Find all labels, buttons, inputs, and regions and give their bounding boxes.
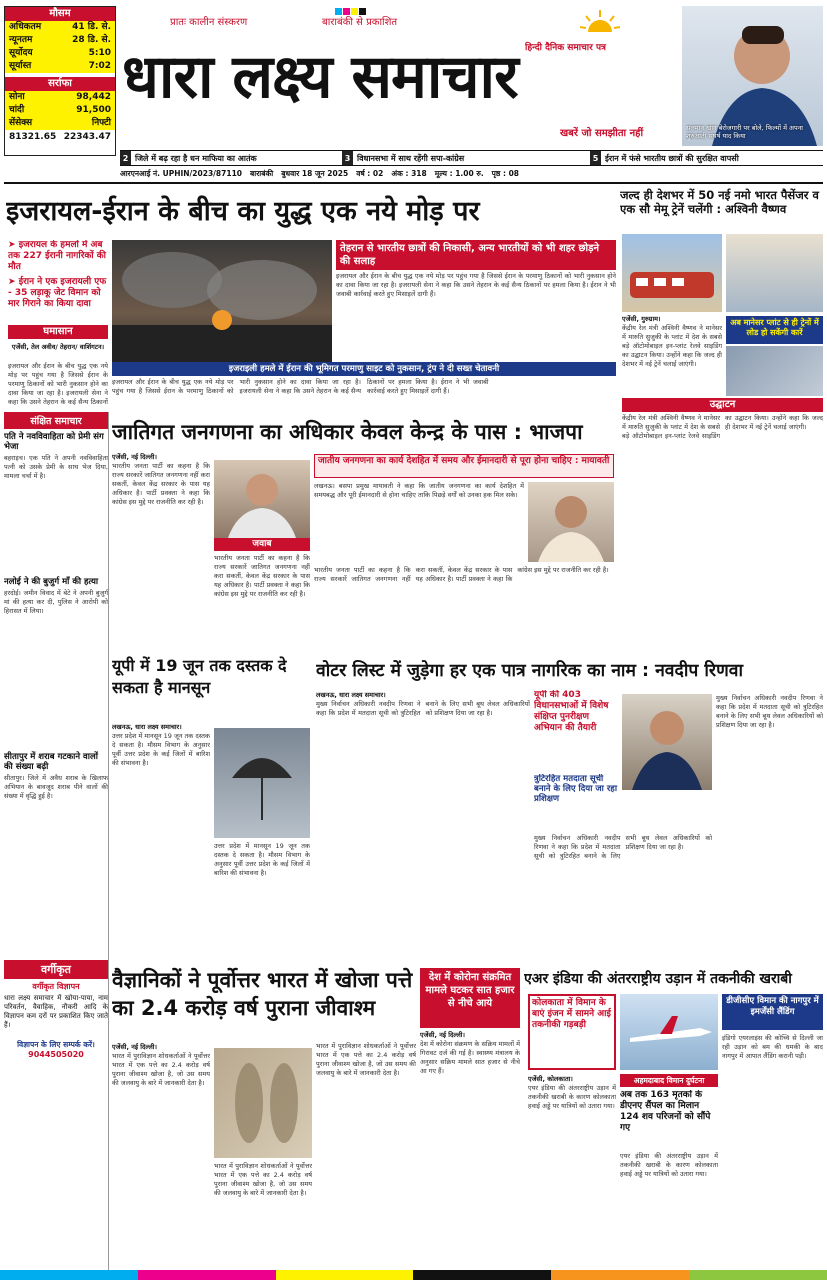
crash-headline: अब तक 163 मृतकों के डीएनए सैंपल का मिलान 124 शव परिजनों को सौंपे गए (620, 1090, 711, 1133)
dateline-year: वर्ष : 02 (356, 169, 384, 178)
voter-body: मुख्य निर्वाचन अधिकारी नवदीप रिणवा ने कहा कि प्रदेश में मतदाता सूची को त्रुटिरहित बनाने के लिए सभी बूथ लेवल अधिकारियों को प्रशिक्षण दिया जा रहा है। (316, 700, 530, 717)
rail-tag: उद्घाटन (622, 398, 823, 412)
voter-inset-2: त्रुटिरहित मतदाता सूची बनाने के लिए दिया जा रहा प्रशिक्षण (534, 774, 618, 804)
weather-label: सूर्योदय (9, 48, 33, 58)
ticker-number: 5 (590, 151, 601, 166)
train-photo-icon (622, 234, 722, 312)
dateline-city: बाराबंकी (250, 169, 274, 178)
weather-title: मौसम (5, 7, 115, 21)
covid-byline: एजेंसी, नई दिल्ली। (420, 1031, 465, 1039)
bullet-text: इजरायल के हमलों में अब तक 227 ईरानी नागरिकों की मौत (8, 240, 107, 272)
rail-photo-3 (726, 346, 823, 396)
classified-phone[interactable]: 9044505020 (28, 1050, 84, 1059)
rail-photo-2 (726, 234, 823, 312)
mayawati-headline: जातीय जनगणना का कार्य देशहित में समय और ईमानदारी से पूरा होना चाहिए : मायावती (314, 454, 614, 478)
air-india-inset: कोलकाता में विमान के बाएं इंजन में सामने आई तकनीकी गड़बड़ी (528, 994, 616, 1070)
dateline-date: बुधवार 18 जून 2025 (281, 169, 349, 178)
monsoon-body-2: उत्तर प्रदेश में मानसून 19 जून तक दस्तक दे सकता है। मौसम विभाग के अनुसार पूर्वी उत्तर प्रदेश के कई जिलों में बारिश की संभावना है। (214, 842, 310, 877)
voter-body-2: मुख्य निर्वाचन अधिकारी नवदीप रिणवा ने कहा कि प्रदेश में मतदाता सूची को त्रुटिरहित बनाने के लिए सभी बूथ लेवल अधिकारियों को प्रशिक्षण दिया जा रहा है। (716, 694, 823, 729)
lead-body: इजरायल और ईरान के बीच युद्ध एक नये मोड़ पर पहुंच गया है जिससे ईरान के परमाणु ठिकानों को भारी नुकसान होने का दावा किया जा रहा है। इजरायली सेना ने कहा कि उसने तेहरान के कई सैन्य ठिकानों पर हमला किया है। ईरान ने भी जवाबी कार्रवाई करते हुए मिसाइलें दागी हैं। (112, 378, 489, 395)
ticker-item[interactable] (120, 151, 335, 166)
market-rows (5, 91, 115, 130)
fossil-body-3: भारत में पुराविज्ञान शोधकर्ताओं ने पूर्वोत्तर भारत में एक पत्ते का 2.4 करोड़ वर्ष पुराना जीवाश्म खोजा है, जो उस समय की जलवायु के बारे में जानकारी देता है। (316, 1042, 416, 1077)
dateline-pages: पृष्ठ : 08 (491, 169, 520, 178)
market-value: 91,500 (76, 105, 111, 115)
rail-inset: अब मानेसर प्लांट से ही ट्रेनों में लोड हो सकेंगी कारें (726, 316, 823, 344)
lead-headline: इजरायल-ईरान के बीच का युद्ध एक नये मोड़ पर (6, 196, 480, 227)
air-india-headline: एअर इंडिया की अंतरराष्ट्रीय उड़ान में तकनीकी खराबी (524, 971, 792, 987)
air-india-body: एयर इंडिया की अंतरराष्ट्रीय उड़ान में तकनीकी खराबी के कारण कोलकाता हवाई अड्डे पर यात्रियों को उतारा गया। (528, 1084, 616, 1110)
lead-bullets (8, 240, 108, 322)
ticker-number: 3 (342, 151, 353, 166)
monsoon-body: उत्तर प्रदेश में मानसून 19 जून तक दस्तक दे सकता है। मौसम विभाग के अनुसार पूर्वी उत्तर प्रदेश के कई जिलों में बारिश की संभावना है। (112, 732, 210, 767)
lead-photo (112, 240, 332, 362)
mayawati-photo (528, 482, 614, 562)
rail-byline: एजेंसी, गुरुग्राम। (622, 315, 661, 323)
nifty-value: 22343.47 (63, 132, 111, 142)
market-label: सोना (9, 92, 25, 102)
market-title: सर्राफा (5, 77, 115, 91)
monsoon-byline: लखनऊ, धारा लक्ष्य समाचार। (112, 723, 182, 731)
ad-photo (682, 6, 823, 146)
tagline-top: हिन्दी दैनिक समाचार पत्र (525, 43, 607, 53)
ticker-text: जिले में बढ़ रहा है धन माफिया का आतंक (135, 154, 257, 163)
classified-title: वर्गीकृत (4, 960, 108, 979)
tagline: खबरें जो समझीता नहीं (560, 128, 644, 139)
voter-headline: वोटर लिस्ट में जुड़ेगा हर एक पात्र नागरिक का नाम : नवदीप रिणवा (316, 661, 743, 681)
airplane-photo-icon (620, 994, 718, 1070)
ticker-number: 2 (120, 151, 131, 166)
weather-label: सूर्यास्त (9, 61, 32, 71)
brief-headline: नलोई ने की बुजुर्ग माँ की हत्या (4, 577, 99, 587)
edition-place: बाराबंकी से प्रकाशित (322, 17, 398, 28)
air-india-photo (620, 994, 718, 1070)
air-india-byline: एजेंसी, कोलकाता। (528, 1075, 573, 1083)
news-brief-column (4, 412, 109, 1278)
fossil-byline: एजेंसी, नई दिल्ली। (112, 1043, 157, 1051)
brief-headline: सीतापुर में शराब गटकाने वालों की संख्या बढ़ी (4, 752, 98, 772)
crash-tag: अहमदाबाद विमान दुर्घटना (620, 1074, 718, 1087)
market-value: निफ्टी (91, 118, 111, 128)
voter-body-3: मुख्य निर्वाचन अधिकारी नवदीप रिणवा ने कहा कि प्रदेश में मतदाता सूची को त्रुटिरहित बनाने के लिए सभी बूथ लेवल अधिकारियों को प्रशिक्षण दिया जा रहा है। (534, 834, 712, 860)
lead-bullet: ➤ ईरान ने एक इजरायली एफ - 35 लड़ाकू जेट विमान को मार गिराने का किया दावा (8, 277, 107, 309)
leaf-fossil-icon (214, 1048, 312, 1158)
dateline (120, 168, 823, 180)
bjp-photo (214, 460, 310, 538)
lead-byline: एजेंसी, तेल अवीव/ तेहरान/ वाशिंगटन। (11, 343, 105, 351)
weather-value: 5:10 (88, 48, 111, 58)
dateline-issue: अंक : 318 (391, 169, 427, 178)
bjp-photo-label: जवाब (214, 538, 310, 551)
ticker-bar (120, 150, 823, 166)
fossil-body-2: भारत में पुराविज्ञान शोधकर्ताओं ने पूर्वोत्तर भारत में एक पत्ते का 2.4 करोड़ वर्ष पुराना जीवाश्म खोजा है, जो उस समय की जलवायु के बारे में जानकारी देता है। (214, 1162, 312, 1197)
official-photo-icon (622, 694, 712, 790)
bjp-body-2: भारतीय जनता पार्टी का कहना है कि राज्य सरकारें जातिगत जनगणना नहीं करा सकतीं, केवल केंद्र सरकार के पास यह अधिकार है। पार्टी प्रवक्ता ने कहा कि कांग्रेस इस मुद्दे पर राजनीति कर रही है। (214, 554, 310, 598)
lead-inset-headline: तेहरान से भारतीय छात्रों की निकासी, अन्य भारतीयों को भी शहर छोड़ने की सलाह (336, 240, 616, 270)
weather-value: 28 डि. से. (72, 35, 111, 45)
bjp-body-3: भारतीय जनता पार्टी का कहना है कि राज्य सरकारें जातिगत जनगणना नहीं करा सकतीं, केवल केंद्र सरकार के पास यह अधिकार है। पार्टी प्रवक्ता ने कहा कि कांग्रेस इस मुद्दे पर राजनीति कर रही है। (314, 566, 609, 583)
market-label: चांदी (9, 105, 25, 115)
crash-body: एयर इंडिया की अंतरराष्ट्रीय उड़ान में तकनीकी खराबी के कारण कोलकाता हवाई अड्डे पर यात्रियों को उतारा गया। (620, 1152, 718, 1178)
weather-value: 41 डि. से. (72, 22, 111, 32)
voter-inset: यूपी की 403 विधानसभाओं में विशेष संक्षिप्त पुनरीक्षण अभियान की तैयारी (534, 690, 609, 733)
brief-headline: पति ने नवविवाहिता को प्रेमी संग भेजा (4, 432, 104, 452)
dateline-price: मूल्य : 1.00 रु. (434, 169, 484, 178)
mayawati-body: लखनऊ। बसपा प्रमुख मायावती ने कहा कि जातीय जनगणना का कार्य देशहित में समयबद्ध और पूरी ईमानदारी से होना चाहिए ताकि पिछड़े वर्गों को उनका हक मिल सके। (314, 482, 524, 499)
sensex-value: 81321.65 (9, 132, 57, 142)
umbrella-photo-icon (214, 728, 310, 838)
masthead-rule (4, 182, 823, 184)
weather-market-box (4, 6, 116, 156)
lead-caption: इजराइली हमले में ईरान की भूमिगत परमाणु साइट को नुकसान, ट्रंप ने दी सख्त चेतावनी (112, 362, 616, 376)
voter-photo (622, 694, 712, 790)
brief-body: सीतापुर। जिले में अवैध शराब के खिलाफ अभियान के बावजूद शराब पीने वालों की संख्या में वृद्धि हुई है। (4, 774, 108, 800)
newspaper-title: धारा लक्ष्य समाचार (122, 42, 518, 112)
rail-body: केंद्रीय रेल मंत्री अश्विनी वैष्णव ने मानेसर में मारुति सुजुकी के प्लांट में देश के सबसे बड़े ऑटोमोबाइल इन-प्लांट रेलवे साइडिंग का उद्घाटन किया। उन्होंने कहा कि जल्द ही देशभर में नई ट्रेनें चलाई जाएंगी। (622, 324, 722, 368)
covid-body: देश में कोरोना संक्रमण के सक्रिय मामलों में गिरावट दर्ज की गई है। स्वास्थ्य मंत्रालय के अनुसार सक्रिय मामले सात हजार से नीचे आ गए हैं। (420, 1040, 520, 1075)
weather-label: अधिकतम (9, 22, 42, 32)
sun-logo (580, 10, 620, 32)
lead-inset-body: इजरायल और ईरान के बीच युद्ध एक नये मोड़ पर पहुंच गया है जिससे ईरान के परमाणु ठिकानों को भारी नुकसान होने का दावा किया जा रहा है। इजरायली सेना ने कहा कि उसने तेहरान के कई सैन्य ठिकानों पर हमला किया है। ईरान ने भी जवाबी कार्रवाई करते हुए मिसाइलें दागी हैं। (336, 272, 616, 298)
ticker-item[interactable] (342, 151, 582, 166)
voter-byline: लखनऊ, धारा लक्ष्य समाचार। (316, 691, 386, 699)
ticker-text: विधानसभा में साथ रहेंगी सपा-कांग्रेस (357, 154, 465, 163)
rni-number: आरएनआई नं. UPHIN/2023/87110 (120, 169, 242, 178)
lead-body-left: इजरायल और ईरान के बीच युद्ध एक नये मोड़ पर पहुंच गया है जिससे ईरान के परमाणु ठिकानों को भारी नुकसान होने का दावा किया जा रहा है। इजरायली सेना ने कहा कि उसने तेहरान के कई सैन्य ठिकानों (8, 362, 108, 406)
rail-headline: जल्द ही देशभर में 50 नई नमो भारत पैसेंजर व एक सौ मेमू ट्रेनें चलेंगी : अश्विनी वैष्णव (620, 188, 819, 216)
lead-tag: घमासान (8, 325, 108, 339)
landing-headline: डीजीसीए विमान की नागपुर में इमर्जेंसी लैंडिंग (722, 994, 823, 1030)
classified-sub: वर्गीकृत विज्ञापन (32, 982, 80, 991)
ticker-text: ईरान में फंसे भारतीय छात्रों की सुरक्षित वापसी (605, 154, 739, 163)
market-label: सेंसेक्स (9, 118, 33, 128)
spokesperson-photo-icon (214, 460, 310, 538)
weather-value: 7:02 (88, 61, 111, 71)
weather-rows (5, 21, 115, 73)
classified-contact: विज्ञापन के लिए सम्पर्क करें। (17, 1040, 95, 1049)
ad-caption: सलमान खान बेरोजगारी पर बोले, फिल्मों में अपना शुरुआती संघर्ष याद किया (686, 124, 803, 140)
bjp-body-1: भारतीय जनता पार्टी का कहना है कि राज्य सरकारें जातिगत जनगणना नहीं करा सकतीं, केवल केंद्र सरकार के पास यह अधिकार है। पार्टी प्रवक्ता ने कहा कि कांग्रेस इस मुद्दे पर राजनीति कर रही है। (112, 462, 210, 506)
rail-photo (622, 234, 722, 312)
edition-label: प्रातः कालीन संस्करण (170, 17, 248, 28)
fossil-headline: वैज्ञानिकों ने पूर्वोत्तर भारत में खोजा पत्ते का 2.4 करोड़ वर्ष पुराना जीवाश्म (112, 968, 413, 1020)
market-value: 98,442 (76, 92, 111, 102)
brief-body: बहराइच। एक पति ने अपनी नवविवाहिता पत्नी को उसके प्रेमी के साथ भेज दिया, मामला चर्चा में है। (4, 454, 108, 480)
classified-body: धारा लक्ष्य समाचार में खोया-पाया, नाम परिवर्तन, वैवाहिक, नौकरी आदि के विज्ञापन कम दरों पर प्रकाशित किए जाते हैं। (4, 994, 108, 1029)
politician-photo-icon (528, 482, 614, 562)
fossil-body: भारत में पुराविज्ञान शोधकर्ताओं ने पूर्वोत्तर भारत में एक पत्ते का 2.4 करोड़ वर्ष पुराना जीवाश्म खोजा है, जो उस समय की जलवायु के बारे में जानकारी देता है। (112, 1052, 210, 1087)
weather-label: न्यूनतम (9, 35, 33, 45)
news-brief-title: संक्षित समाचार (4, 412, 108, 429)
brief-body: हरदोई। जमीन विवाद में बेटे ने अपनी बुजुर्ग मां की हत्या कर दी, पुलिस ने आरोपी को हिरासत में लिया। (4, 589, 108, 615)
monsoon-photo (214, 728, 310, 838)
rail-body-continued: केंद्रीय रेल मंत्री अश्विनी वैष्णव ने मानेसर में मारुति सुजुकी के प्लांट में देश के सबसे बड़े ऑटोमोबाइल इन-प्लांट रेलवे साइडिंग का उद्घाटन किया। उन्होंने कहा कि जल्द ही देशभर में नई ट्रेनें चलाई जाएंगी। (622, 414, 823, 440)
lead-bullet: ➤ इजरायल के हमलों में अब तक 227 ईरानी नागरिकों की मौत (8, 240, 107, 272)
landing-body: इंडिगो एयरलाइंस की कोच्चि से दिल्ली जा रही उड़ान को बम की धमकी के बाद नागपुर में आपात लैंडिंग करानी पड़ी। (722, 1034, 823, 1060)
bjp-headline: जातिगत जनगणना का अधिकार केवल केन्द्र के पास : भाजपा (112, 420, 583, 444)
monsoon-headline: यूपी में 19 जून तक दस्तक दे सकता है मानसून (112, 656, 287, 697)
bjp-byline: एजेंसी, नई दिल्ली। (112, 453, 157, 461)
color-bar (0, 1270, 827, 1280)
ticker-item[interactable] (590, 151, 823, 166)
fossil-photo (214, 1048, 312, 1158)
covid-headline: देश में कोरोना संक्रमित मामले घटकर सात हजार से नीचे आये (420, 968, 520, 1028)
registration-marks (335, 0, 367, 7)
smoke-photo-icon (112, 240, 332, 362)
bullet-text: ईरान ने एक इजरायली एफ - 35 लड़ाकू जेट विमान को मार गिराने का किया दावा (8, 277, 107, 309)
